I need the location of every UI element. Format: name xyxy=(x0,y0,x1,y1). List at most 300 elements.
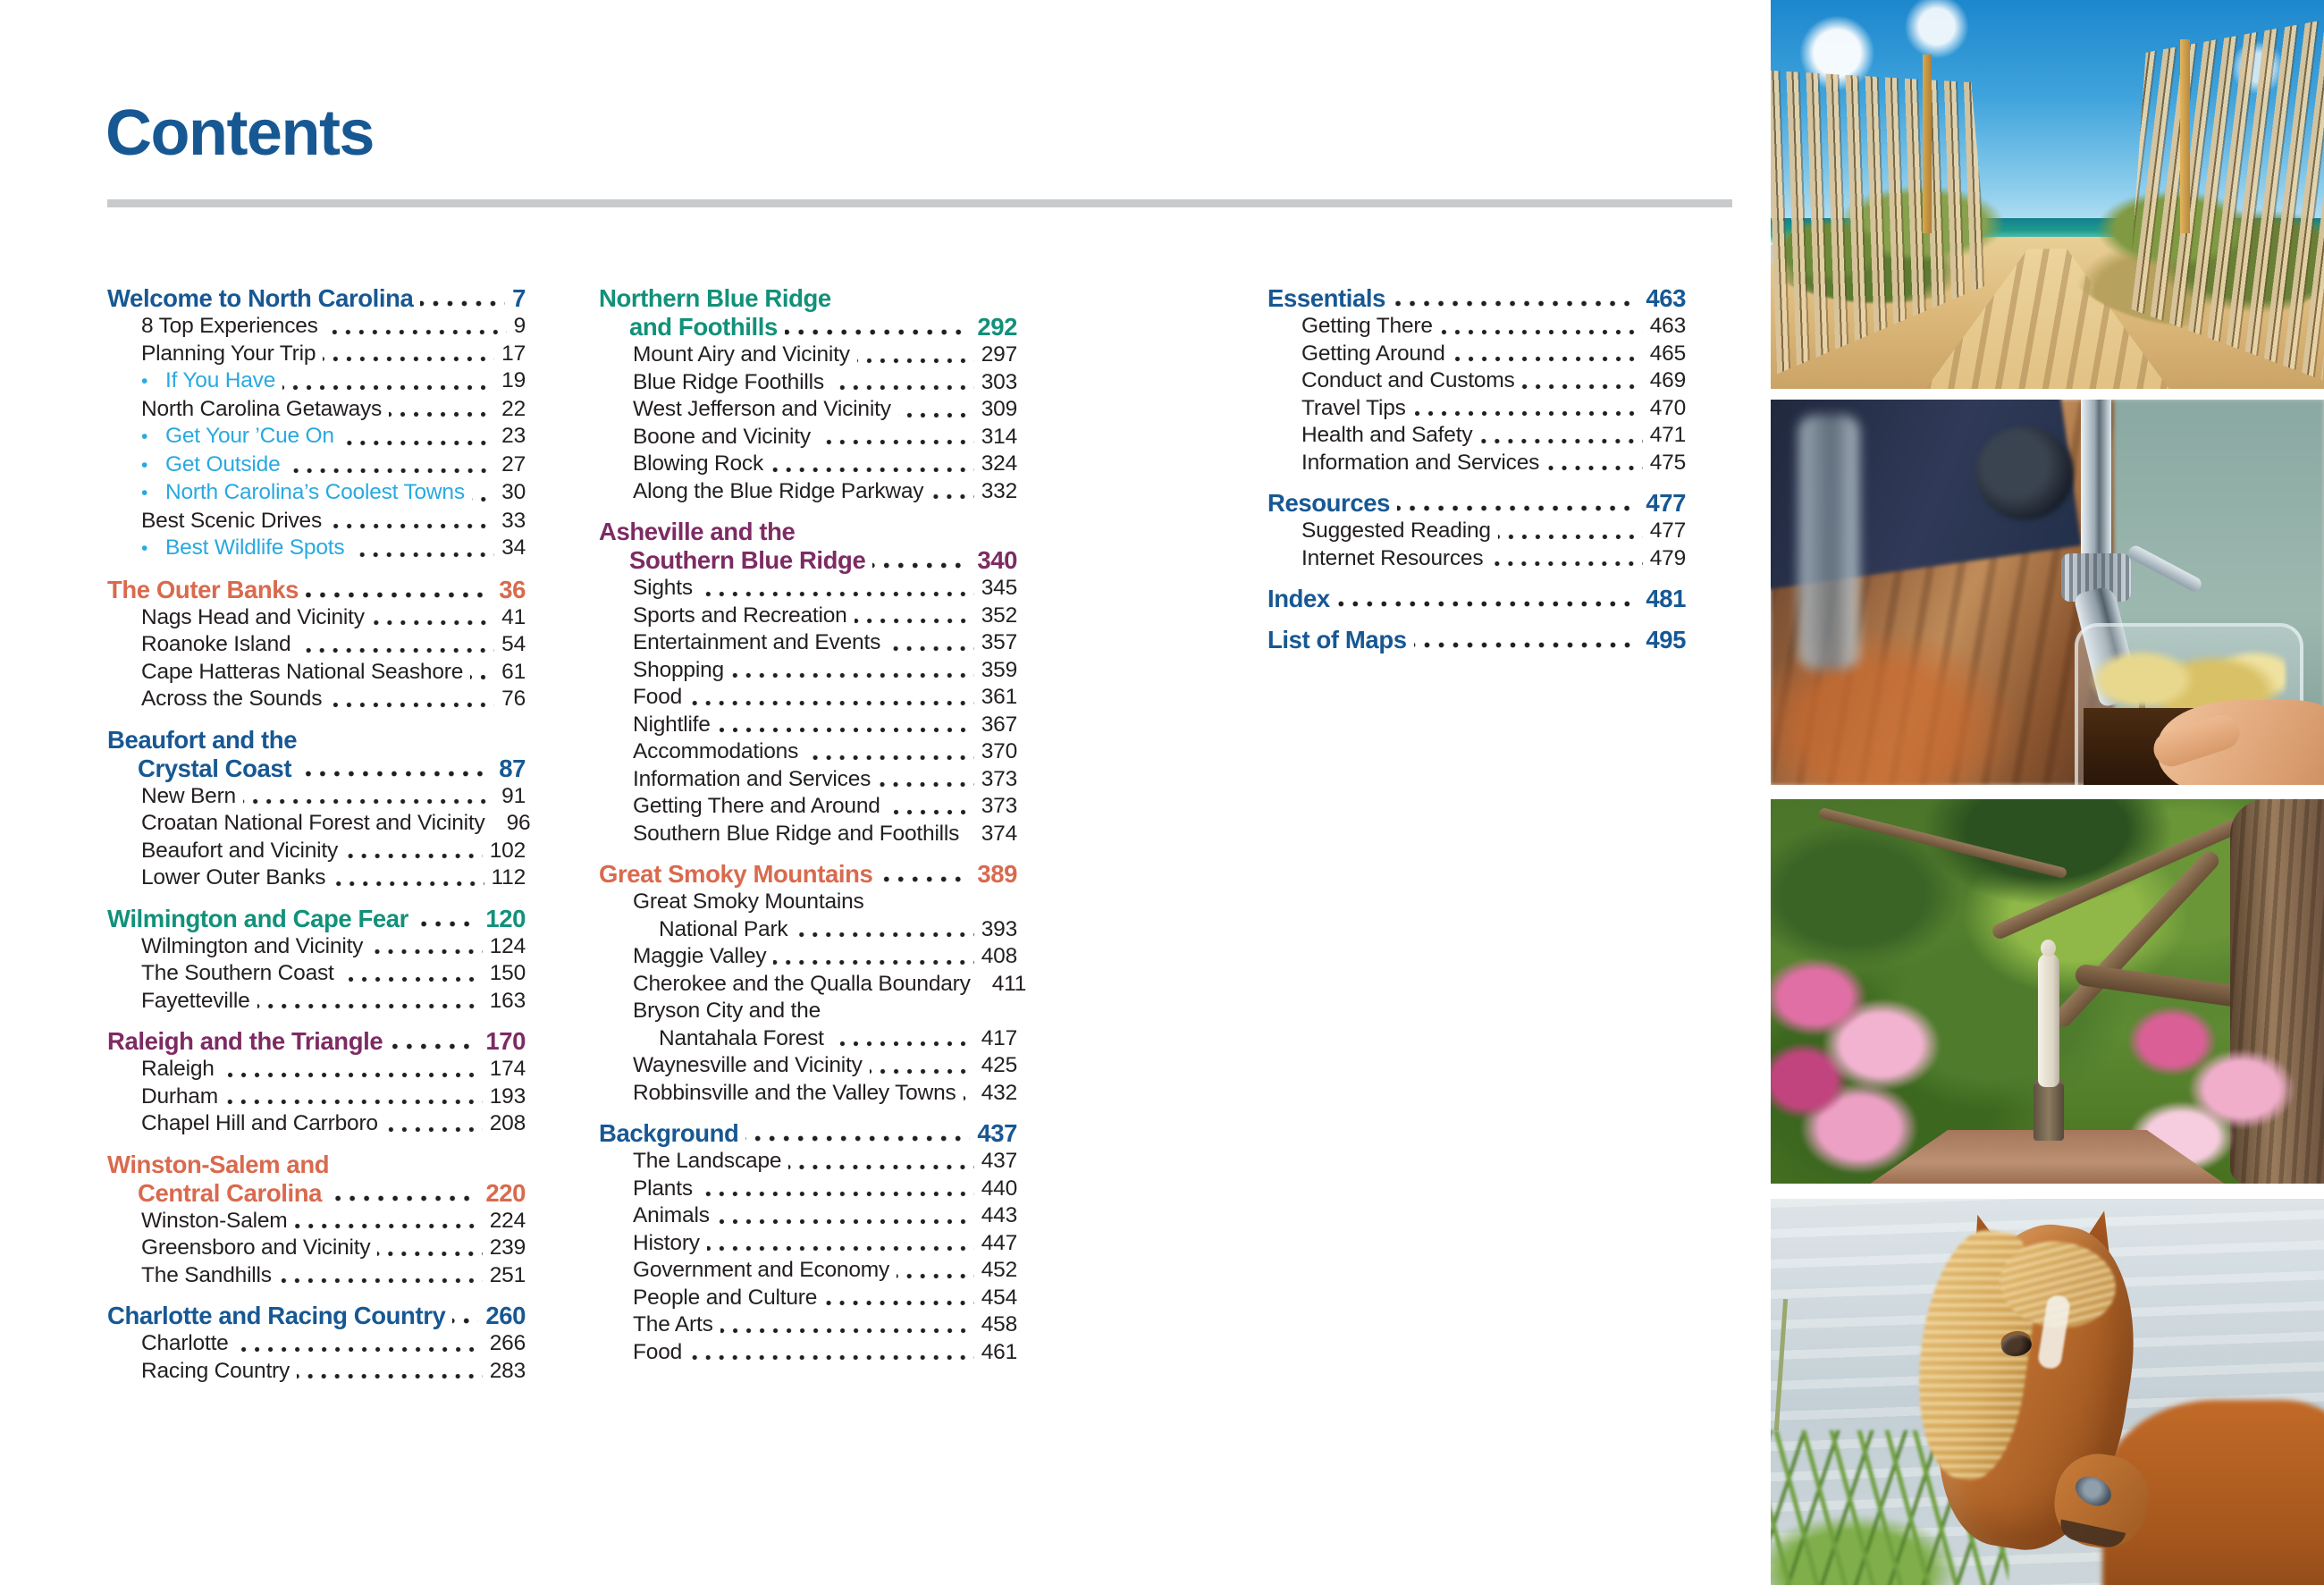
dot-leader xyxy=(345,852,483,860)
page-number: 224 xyxy=(489,1208,526,1233)
entry-text: Sports and Recreation xyxy=(633,603,847,628)
toc-entry xyxy=(599,369,1017,397)
toc-section-title xyxy=(1267,284,1686,313)
dot-leader xyxy=(888,808,974,816)
dot-leader xyxy=(718,726,974,734)
entry-text: Nags Head and Vicinity xyxy=(141,604,365,629)
entry-text: 8 Top Experiences xyxy=(141,314,318,338)
page-number: 463 xyxy=(1646,284,1686,312)
entry-text: Boone and Vicinity xyxy=(633,424,811,449)
section-title-text: Northern Blue Ridge xyxy=(599,284,831,312)
entry-text: Greensboro and Vicinity xyxy=(141,1235,371,1260)
entry-text: The Southern Coast xyxy=(141,961,334,985)
dot-leader xyxy=(770,466,974,474)
entry-text: Nantahala Forest xyxy=(659,1025,824,1050)
dot-leader xyxy=(897,1272,974,1280)
page-number: 447 xyxy=(981,1230,1017,1255)
toc-entry xyxy=(599,1285,1017,1312)
dot-leader xyxy=(377,1250,482,1258)
dot-leader xyxy=(717,1218,974,1226)
dot-leader xyxy=(370,948,482,956)
page-number: 19 xyxy=(501,368,526,392)
dot-leader xyxy=(225,1098,483,1106)
entry-text: Cherokee and the Qualla Boundary xyxy=(633,971,971,996)
toc-entry xyxy=(599,1311,1017,1339)
page-number: 437 xyxy=(977,1119,1017,1147)
page-number: 361 xyxy=(981,685,1017,709)
dot-leader xyxy=(818,438,974,446)
dot-leader xyxy=(872,561,970,569)
bullet-icon: • xyxy=(141,426,148,447)
dot-leader xyxy=(282,384,494,392)
dot-leader xyxy=(341,975,483,983)
dot-leader xyxy=(1490,560,1642,568)
page-number: 61 xyxy=(501,659,526,684)
toc-section xyxy=(107,1151,526,1290)
page-number: 17 xyxy=(501,341,526,366)
entry-text: Food xyxy=(633,685,683,709)
dot-leader xyxy=(824,1299,974,1307)
section-title-text: Crystal Coast xyxy=(138,754,292,782)
page-number: 76 xyxy=(501,687,526,711)
toc-column-1 xyxy=(107,284,531,1397)
toc-entry xyxy=(1267,367,1686,395)
toc-entry xyxy=(1267,422,1686,450)
entry-text: Winston-Salem xyxy=(141,1208,288,1233)
entry-text: National Park xyxy=(659,916,788,941)
entry-text: Entertainment and Events xyxy=(633,630,881,654)
page-number: 463 xyxy=(1649,314,1686,338)
toc-entry xyxy=(599,766,1017,794)
entry-text: Maggie Valley xyxy=(633,944,767,968)
dot-leader xyxy=(1414,641,1639,649)
page-number: 389 xyxy=(977,860,1017,888)
entry-text: Best Scenic Drives xyxy=(141,508,322,533)
section-title-text: Charlotte and Racing Country xyxy=(107,1302,446,1329)
dot-leader xyxy=(1522,383,1643,391)
entry-text: Getting There xyxy=(1301,314,1433,338)
dot-leader xyxy=(389,410,494,418)
entry-text: Get Outside xyxy=(165,451,281,476)
toc-entry xyxy=(599,821,1017,848)
toc-entry xyxy=(599,889,1017,916)
dot-leader xyxy=(372,619,494,627)
entry-text: Croatan National Forest and Vicinity xyxy=(141,811,485,835)
toc-entry xyxy=(107,1262,526,1290)
entry-text: Health and Safety xyxy=(1301,423,1473,447)
page-number: 367 xyxy=(981,712,1017,737)
entry-text: Information and Services xyxy=(633,766,872,791)
fence-post xyxy=(1923,55,1932,233)
toc-entry xyxy=(107,479,526,508)
page-number: 408 xyxy=(981,944,1017,968)
entry-text: Southern Blue Ridge and Foothills xyxy=(633,821,960,846)
toc-section-title xyxy=(1267,489,1686,518)
page-number: 91 xyxy=(501,783,526,808)
toc-entry xyxy=(599,396,1017,424)
entry-text: Robbinsville and the Valley Towns xyxy=(633,1080,956,1105)
entry-text: New Bern xyxy=(141,783,236,808)
entry-text: Wilmington and Vicinity xyxy=(141,933,364,958)
entry-text: Internet Resources xyxy=(1301,545,1484,570)
entry-text: Planning Your Trip xyxy=(141,341,316,366)
tap-mount xyxy=(1975,426,2074,520)
toc-entry xyxy=(599,1257,1017,1285)
dot-leader xyxy=(390,1042,478,1050)
toc-entry xyxy=(107,659,526,687)
page-number: 54 xyxy=(501,632,526,656)
toc-section xyxy=(107,905,526,1016)
entry-text: Sights xyxy=(633,576,693,600)
toc-entry xyxy=(107,810,531,838)
dot-leader xyxy=(295,1222,483,1230)
page-number: 208 xyxy=(489,1111,526,1135)
entry-text: Great Smoky Mountains xyxy=(633,889,864,914)
toc-entry xyxy=(107,367,526,396)
toc-entry xyxy=(599,1148,1017,1176)
dot-leader xyxy=(898,411,974,419)
toc-section xyxy=(107,1302,526,1385)
dot-leader xyxy=(689,1353,974,1362)
toc-section xyxy=(107,1027,526,1138)
dot-leader xyxy=(870,1067,974,1075)
toc-entry xyxy=(107,1083,526,1111)
dot-leader xyxy=(878,780,974,788)
toc-entry xyxy=(107,864,526,892)
toc-entry xyxy=(107,1110,526,1138)
section-title-text: Asheville and the xyxy=(599,518,796,545)
photo-beach-dune-path xyxy=(1771,0,2324,389)
toc-entry xyxy=(599,1080,1017,1108)
entry-text: The Sandhills xyxy=(141,1262,272,1287)
statue-pedestal xyxy=(2034,1083,2064,1141)
dot-leader xyxy=(1452,355,1643,363)
page-number: 87 xyxy=(499,754,526,782)
toc-column-2 xyxy=(599,284,1027,1378)
page-number: 465 xyxy=(1649,341,1686,366)
toc-section xyxy=(107,576,526,713)
dot-leader xyxy=(731,671,974,679)
dot-leader xyxy=(930,493,973,501)
dot-leader xyxy=(773,958,973,966)
dot-leader xyxy=(222,1071,483,1079)
toc-column-3 xyxy=(1267,284,1686,667)
page-number: 481 xyxy=(1646,585,1686,612)
toc-section-title xyxy=(1267,585,1686,613)
toc-entry xyxy=(599,793,1017,821)
page-number: 345 xyxy=(981,576,1017,600)
toc-entry xyxy=(107,451,526,480)
section-title-text: Winston-Salem and xyxy=(107,1150,330,1178)
photo-wild-pony xyxy=(1771,1199,2324,1585)
entry-text: North Carolina’s Coolest Towns xyxy=(165,480,465,504)
toc-entry xyxy=(107,313,526,341)
toc-entry xyxy=(107,508,526,535)
entry-text: Mount Airy and Vicinity xyxy=(633,342,850,367)
entry-text: Fayetteville xyxy=(141,988,250,1013)
toc-entry xyxy=(107,686,526,713)
entry-text: Nightlife xyxy=(633,712,711,737)
page-number: 102 xyxy=(489,838,526,863)
toc-entry xyxy=(599,971,1027,999)
toc-entry xyxy=(599,1025,1017,1053)
entry-text: Get Your ’Cue On xyxy=(165,424,334,448)
statue-head xyxy=(2041,940,2056,957)
entry-text: If You Have xyxy=(165,368,276,392)
toc-entry xyxy=(599,998,1017,1025)
toc-entry xyxy=(1267,313,1686,341)
toc-entry xyxy=(599,1339,1017,1367)
entry-text: Blue Ridge Foothills xyxy=(633,369,824,394)
toc-entry xyxy=(107,1235,526,1262)
toc-section-title xyxy=(107,726,526,755)
dot-leader xyxy=(700,590,974,598)
page-number: 260 xyxy=(485,1302,526,1329)
section-title-text: Southern Blue Ridge xyxy=(629,546,866,574)
page-number: 479 xyxy=(1649,545,1686,570)
toc-section xyxy=(1267,585,1686,613)
page-number: 440 xyxy=(981,1176,1017,1201)
dot-leader xyxy=(329,522,494,530)
toc-entry xyxy=(107,838,526,865)
section-title-text: List of Maps xyxy=(1267,626,1407,653)
toc-entry xyxy=(599,684,1017,712)
entry-text: Beaufort and Vicinity xyxy=(141,838,339,863)
page-number: 314 xyxy=(981,424,1017,449)
dot-leader xyxy=(257,1002,483,1010)
toc-section xyxy=(599,518,1017,847)
toc-entry xyxy=(107,933,526,961)
toc-section-title xyxy=(107,755,526,783)
page-number: 22 xyxy=(501,396,526,421)
toc-entry xyxy=(107,631,526,659)
entry-text: Government and Economy xyxy=(633,1258,890,1282)
toc-section xyxy=(107,284,526,563)
page-number: 352 xyxy=(981,603,1017,628)
entry-text: Along the Blue Ridge Parkway xyxy=(633,478,924,503)
dot-leader xyxy=(978,985,985,993)
entry-text: Blowing Rock xyxy=(633,451,764,476)
toc-section xyxy=(599,284,1017,505)
dot-leader xyxy=(243,797,494,805)
page-number: 193 xyxy=(489,1083,526,1109)
fence-post xyxy=(2180,39,2190,234)
entry-text: Animals xyxy=(633,1203,710,1227)
toc-entry xyxy=(599,943,1017,971)
entry-text: The Arts xyxy=(633,1312,713,1336)
toc-entry xyxy=(599,603,1017,630)
dot-leader xyxy=(785,328,970,336)
dot-leader xyxy=(707,1244,974,1252)
page-number: 251 xyxy=(489,1262,526,1287)
toc-entry xyxy=(1267,518,1686,545)
dot-leader xyxy=(857,357,974,365)
page-number: 458 xyxy=(981,1312,1017,1336)
page-number: 30 xyxy=(501,480,526,504)
entry-text: Across the Sounds xyxy=(141,687,323,711)
entry-text: Getting Around xyxy=(1301,341,1445,366)
toc-entry xyxy=(599,738,1017,766)
page-number: 7 xyxy=(512,284,526,312)
title-rule xyxy=(107,199,1732,207)
dot-leader xyxy=(831,1040,974,1048)
toc-entry xyxy=(107,396,526,424)
page-number: 292 xyxy=(977,313,1017,341)
page-number: 96 xyxy=(506,811,531,835)
toc-entry xyxy=(599,575,1017,603)
dot-leader xyxy=(493,825,500,833)
toc-section xyxy=(599,1119,1017,1366)
section-title-text: Background xyxy=(599,1119,739,1147)
dot-leader xyxy=(966,835,974,843)
toc-entry xyxy=(107,423,526,451)
page-number: 340 xyxy=(977,546,1017,574)
page-number: 324 xyxy=(981,451,1017,476)
toc-section-title xyxy=(599,546,1017,575)
page-number: 461 xyxy=(981,1339,1017,1364)
bullet-icon: • xyxy=(141,538,148,559)
toc-entry xyxy=(599,1202,1017,1230)
dot-leader xyxy=(745,1134,970,1142)
bullet-icon: • xyxy=(141,371,148,392)
dot-leader xyxy=(795,931,973,939)
page-number: 124 xyxy=(489,933,526,958)
toc-entry xyxy=(1267,545,1686,573)
section-title-text: Welcome to North Carolina xyxy=(107,284,414,312)
page-number: 332 xyxy=(981,478,1017,503)
bullet-icon: • xyxy=(141,454,148,476)
dot-leader xyxy=(1498,533,1643,541)
toc-entry xyxy=(599,916,1017,944)
dot-leader xyxy=(1440,328,1643,336)
page-number: 432 xyxy=(981,1080,1017,1105)
beer-tap-body xyxy=(2081,400,2111,561)
entry-text: Shopping xyxy=(633,657,724,682)
page-number: 120 xyxy=(485,904,526,932)
page-number: 34 xyxy=(501,535,526,560)
entry-text: Conduct and Customs xyxy=(1301,368,1515,392)
dot-leader xyxy=(325,328,507,336)
dot-leader xyxy=(788,1163,973,1171)
page-number: 174 xyxy=(489,1057,526,1081)
toc-entry xyxy=(599,629,1017,657)
toc-entry xyxy=(599,712,1017,739)
dot-leader xyxy=(329,701,494,709)
entry-text: Information and Services xyxy=(1301,450,1540,475)
section-title-text: Raleigh and the Triangle xyxy=(107,1027,383,1055)
page-number: 370 xyxy=(981,739,1017,763)
page-number: 470 xyxy=(1649,395,1686,420)
photo-beer-tap xyxy=(1771,400,2324,785)
toc-entry xyxy=(599,657,1017,685)
page-number: 417 xyxy=(981,1025,1017,1050)
page-number: 477 xyxy=(1646,489,1686,517)
page-number: 393 xyxy=(981,916,1017,941)
page-number: 357 xyxy=(981,630,1017,654)
dot-leader xyxy=(299,770,492,778)
page-number: 359 xyxy=(981,657,1017,682)
toc-entry xyxy=(599,1176,1017,1203)
page-number: 373 xyxy=(981,766,1017,791)
dot-leader xyxy=(880,875,970,883)
toc-section-title xyxy=(599,518,1017,546)
page-number: 27 xyxy=(501,451,526,476)
page-number: 41 xyxy=(501,604,526,629)
dot-leader xyxy=(323,355,494,363)
dot-leader xyxy=(1546,464,1643,472)
dot-leader xyxy=(700,1190,974,1198)
toc-entry xyxy=(107,783,526,811)
toc-entry xyxy=(599,424,1017,451)
toc-section-title xyxy=(1267,626,1686,654)
dot-leader xyxy=(472,495,494,503)
toc-entry xyxy=(107,1056,526,1083)
toc-section xyxy=(599,860,1027,1107)
entry-text: Accommodations xyxy=(633,739,799,763)
toc-entry xyxy=(599,1052,1017,1080)
entry-text: Plants xyxy=(633,1176,693,1201)
section-title-text: Beaufort and the xyxy=(107,725,298,754)
page-number: 443 xyxy=(981,1203,1017,1227)
toc-section-title xyxy=(107,576,526,604)
page-number: 9 xyxy=(513,314,526,338)
toc-section-title xyxy=(107,1151,526,1179)
page-number: 309 xyxy=(981,397,1017,421)
section-title-text: The Outer Banks xyxy=(107,575,299,603)
toc-entry xyxy=(107,960,526,988)
dot-leader xyxy=(306,591,492,599)
toc-entry xyxy=(1267,450,1686,477)
dot-leader xyxy=(236,1345,483,1353)
entry-text: Durham xyxy=(141,1083,218,1109)
page-number: 150 xyxy=(489,961,526,985)
page-number: 469 xyxy=(1649,368,1686,392)
photo-garden-statue xyxy=(1771,799,2324,1184)
page-number: 437 xyxy=(981,1149,1017,1173)
page-number: 33 xyxy=(501,508,526,533)
dot-leader xyxy=(689,699,974,707)
entry-text: Food xyxy=(633,1339,683,1364)
dot-leader xyxy=(385,1126,483,1134)
toc-entry xyxy=(1267,395,1686,423)
entry-text: Waynesville and Vicinity xyxy=(633,1053,863,1077)
toc-section xyxy=(107,725,531,892)
page-number: 297 xyxy=(981,342,1017,367)
page-number: 471 xyxy=(1649,423,1686,447)
dot-leader xyxy=(1413,409,1643,417)
page-number: 477 xyxy=(1649,518,1686,543)
bullet-icon: • xyxy=(141,483,148,503)
toc-entry xyxy=(107,604,526,632)
dot-leader xyxy=(452,1317,478,1325)
page-number: 23 xyxy=(501,424,526,448)
dot-leader xyxy=(470,673,494,681)
page-number: 170 xyxy=(485,1027,526,1055)
page-number: 303 xyxy=(981,369,1017,394)
toc-entry xyxy=(107,988,526,1016)
page-number: 425 xyxy=(981,1053,1017,1077)
dot-leader xyxy=(1397,504,1638,512)
entry-text: Chapel Hill and Carrboro xyxy=(141,1111,378,1135)
toc-section-title xyxy=(107,1302,526,1330)
page-number: 373 xyxy=(981,794,1017,818)
toc-entry xyxy=(107,1358,526,1386)
page-number: 495 xyxy=(1646,626,1686,653)
page-number: 283 xyxy=(489,1358,526,1383)
page-number: 36 xyxy=(499,575,526,603)
dot-leader xyxy=(964,1094,974,1102)
page-number: 475 xyxy=(1649,450,1686,475)
